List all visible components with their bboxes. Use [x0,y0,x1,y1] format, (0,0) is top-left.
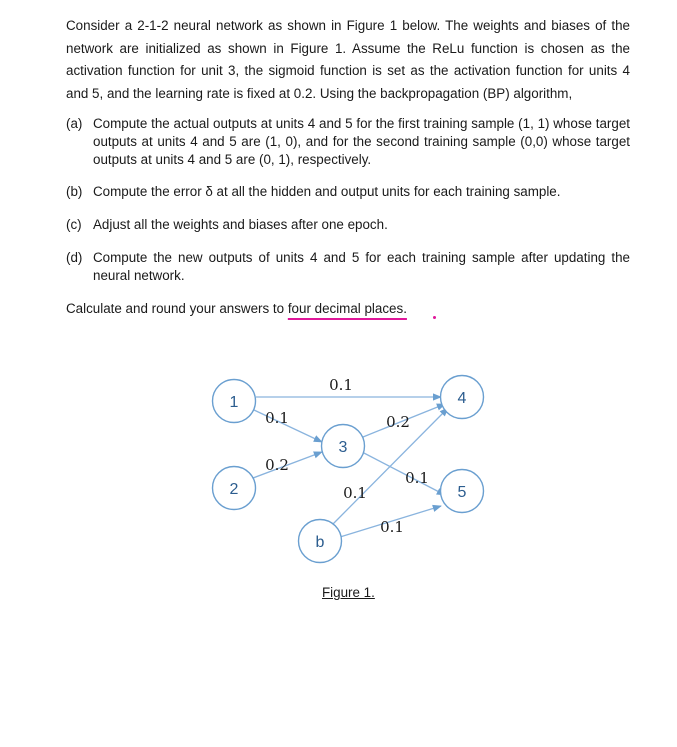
node-1-label: 1 [229,394,239,411]
node-3-label: 3 [338,439,348,456]
node-bias [299,520,342,563]
node-4-label: 4 [457,390,467,407]
rounding-instruction-prefix: Calculate and round your answers to [66,301,288,316]
weight-2-3: 0.2 [265,456,289,474]
question-c-text: Adjust all the weights and biases after one epoch. [93,217,388,232]
weight-3-5: 0.1 [405,469,429,487]
problem-intro: Consider a 2-1-2 neural network as shown in Figure 1 below. The weights and biases of the network are initialized as shown in Figure 1. Assume the ReLu function is chosen as the activation function for unit 3, the sigmoid function is set as the activation function for units 4 and 5, and the learning rate is fixed at 0.2. Using the backpropagation (BP) algorithm, [66,18,630,101]
question-b-text: Compute the error δ at all the hidden and output units for each training sample. [93,184,561,199]
weight-1-4: 0.1 [329,376,353,394]
figure-caption: Figure 1. [322,585,375,600]
node-bias-label: b [315,534,325,551]
weight-1-3: 0.1 [265,409,289,427]
question-d-text: Compute the new outputs of units 4 and 5 for each training sample after updating the neural network. [93,250,630,283]
question-a-label: (a) [66,116,83,131]
edge-3-5 [362,452,445,495]
rounding-highlight: four decimal places. [287,301,407,316]
node-2-label: 2 [229,481,239,498]
node-5-label: 5 [457,484,467,501]
node-5 [441,470,484,513]
question-c-label: (c) [66,217,82,232]
node-3 [322,425,365,468]
question-d-label: (d) [66,250,83,265]
node-1 [213,380,256,423]
weight-3-4: 0.2 [386,413,410,431]
weight-b-5: 0.1 [380,518,404,536]
question-a-text: Compute the actual outputs at units 4 and 5 for the first training sample (1, 1) whose target outputs at units 4 and 5 are (1, 0), and for the second training sample (0,0) whose target outputs at units 4 and 5 are (0, 1), respectively. [93,116,630,167]
question-b-label: (b) [66,184,83,199]
node-2 [213,467,256,510]
weight-b-3: 0.1 [343,484,367,502]
node-4 [441,376,484,419]
